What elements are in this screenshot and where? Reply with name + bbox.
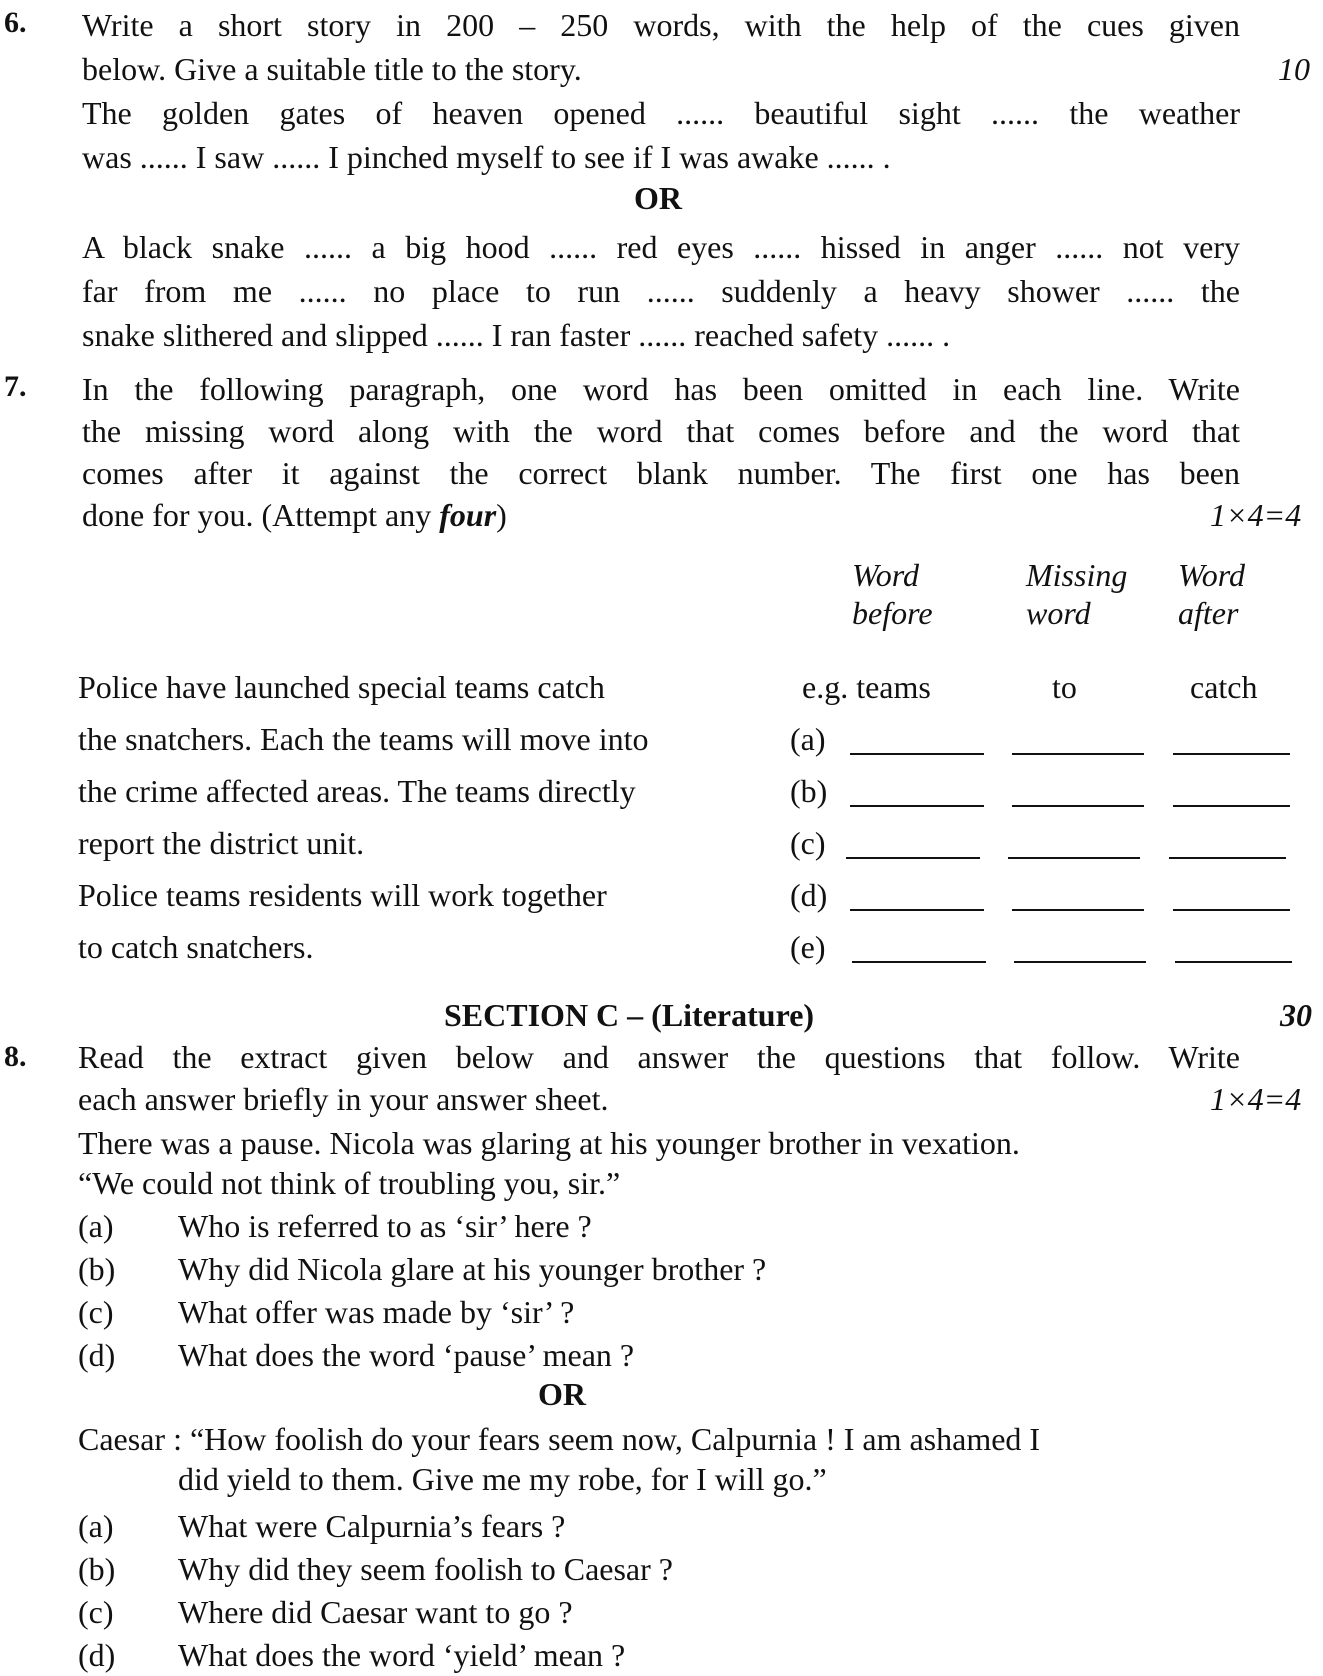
paragraph-line: the crime affected areas. The teams directly	[78, 773, 636, 809]
answer-blank-word-before[interactable]	[852, 961, 986, 963]
paragraph-line: Police have launched special teams catch	[78, 669, 605, 705]
paragraph-line: report the district unit.	[78, 825, 365, 861]
paragraph-line: the snatchers. Each the teams will move into	[78, 721, 649, 757]
header-missing-word: Missing word	[1026, 557, 1128, 631]
example-word-before: e.g. teams	[802, 669, 931, 705]
q8-marks: 1×4=4	[1210, 1081, 1302, 1117]
extract2-line2: did yield to them. Give me my robe, for I will go.”	[178, 1461, 827, 1497]
section-c-title: SECTION C – (Literature)	[444, 997, 815, 1033]
blank-label: (d)	[790, 877, 828, 913]
answer-blank-missing-word[interactable]	[1008, 857, 1140, 859]
blank-label: (a)	[790, 721, 826, 757]
question-text: What does the word ‘pause’ mean ?	[178, 1337, 635, 1373]
q7-marks: 1×4=4	[1210, 497, 1302, 533]
header-word-after: Word after	[1178, 557, 1245, 631]
answer-blank-missing-word[interactable]	[1012, 909, 1144, 911]
q7-attempt-count: four	[439, 497, 497, 533]
q7-instruction-line3: comes after it against the correct blank number. The first one has been	[82, 455, 1240, 491]
q7-instruction-line1: In the following paragraph, one word has been omitted in each line. Write	[82, 371, 1240, 407]
question-label: (b)	[78, 1551, 116, 1587]
question-number-7: 7.	[4, 370, 27, 403]
answer-blank-word-before[interactable]	[850, 805, 984, 807]
q8-instruction-line1: Read the extract given below and answer the questions that follow. Write	[78, 1039, 1240, 1075]
extract1-line1: There was a pause. Nicola was glaring at his younger brother in vexation.	[78, 1125, 1020, 1161]
question-number-6: 6.	[4, 6, 27, 39]
q6-cue2-line1: A black snake ...... a big hood ...... red eyes ...... hissed in anger ...... not very	[82, 229, 1240, 265]
answer-blank-word-after[interactable]	[1173, 909, 1290, 911]
answer-blank-word-after[interactable]	[1173, 805, 1290, 807]
answer-blank-missing-word[interactable]	[1012, 805, 1144, 807]
section-c-marks: 30	[1280, 997, 1312, 1033]
blank-label: (e)	[790, 929, 826, 965]
question-text: What does the word ‘yield’ mean ?	[178, 1637, 626, 1673]
question-label: (b)	[78, 1251, 116, 1287]
q6-marks: 10	[1278, 51, 1310, 87]
header-word-before: Word before	[852, 557, 933, 631]
question-label: (c)	[78, 1594, 114, 1630]
question-label: (a)	[78, 1208, 114, 1244]
question-label: (d)	[78, 1637, 116, 1673]
q6-cue2-line2: far from me ...... no place to run ...... suddenly a heavy shower ...... the	[82, 273, 1240, 309]
q6-instruction-line2: below. Give a suitable title to the story.	[82, 51, 582, 87]
q7-instruction-line2: the missing word along with the word that comes before and the word that	[82, 413, 1240, 449]
paragraph-line: Police teams residents will work together	[78, 877, 607, 913]
question-text: Why did they seem foolish to Caesar ?	[178, 1551, 673, 1587]
answer-blank-word-after[interactable]	[1169, 857, 1286, 859]
answer-blank-word-before[interactable]	[850, 909, 984, 911]
answer-blank-missing-word[interactable]	[1012, 753, 1144, 755]
q6-cue2-line3: snake slithered and slipped ...... I ran faster ...... reached safety ...... .	[82, 317, 951, 353]
blank-label: (b)	[790, 773, 828, 809]
q6-cue1-line1: The golden gates of heaven opened ...... beautiful sight ...... the weather	[82, 95, 1240, 131]
paragraph-line: to catch snatchers.	[78, 929, 314, 965]
question-label: (a)	[78, 1508, 114, 1544]
q6-instruction-line1: Write a short story in 200 – 250 words, with the help of the cues given	[82, 7, 1240, 43]
q8-instruction-line2: each answer briefly in your answer sheet.	[78, 1081, 609, 1117]
q6-or-separator: OR	[634, 180, 682, 216]
question-text: What offer was made by ‘sir’ ?	[178, 1294, 575, 1330]
extract2-line1: Caesar : “How foolish do your fears seem now, Calpurnia ! I am ashamed I	[78, 1421, 1041, 1457]
question-text: Who is referred to as ‘sir’ here ?	[178, 1208, 592, 1244]
example-missing-word: to	[1052, 669, 1077, 705]
answer-blank-word-after[interactable]	[1173, 753, 1290, 755]
extract1-line2: “We could not think of troubling you, sir.”	[78, 1165, 621, 1201]
question-label: (d)	[78, 1337, 116, 1373]
answer-blank-missing-word[interactable]	[1014, 961, 1146, 963]
q6-cue1-line2: was ...... I saw ...... I pinched myself to see if I was awake ...... .	[82, 139, 891, 175]
question-text: What were Calpurnia’s fears ?	[178, 1508, 566, 1544]
blank-label: (c)	[790, 825, 826, 861]
q7-instruction-line4: done for you. (Attempt any four)	[82, 497, 507, 533]
example-word-after: catch	[1190, 669, 1258, 705]
answer-blank-word-before[interactable]	[850, 753, 984, 755]
q8-or-separator: OR	[538, 1376, 586, 1412]
question-text: Why did Nicola glare at his younger brother ?	[178, 1251, 767, 1287]
answer-blank-word-before[interactable]	[846, 857, 980, 859]
answer-blank-word-after[interactable]	[1175, 961, 1292, 963]
question-text: Where did Caesar want to go ?	[178, 1594, 573, 1630]
question-number-8: 8.	[4, 1040, 27, 1073]
question-label: (c)	[78, 1294, 114, 1330]
